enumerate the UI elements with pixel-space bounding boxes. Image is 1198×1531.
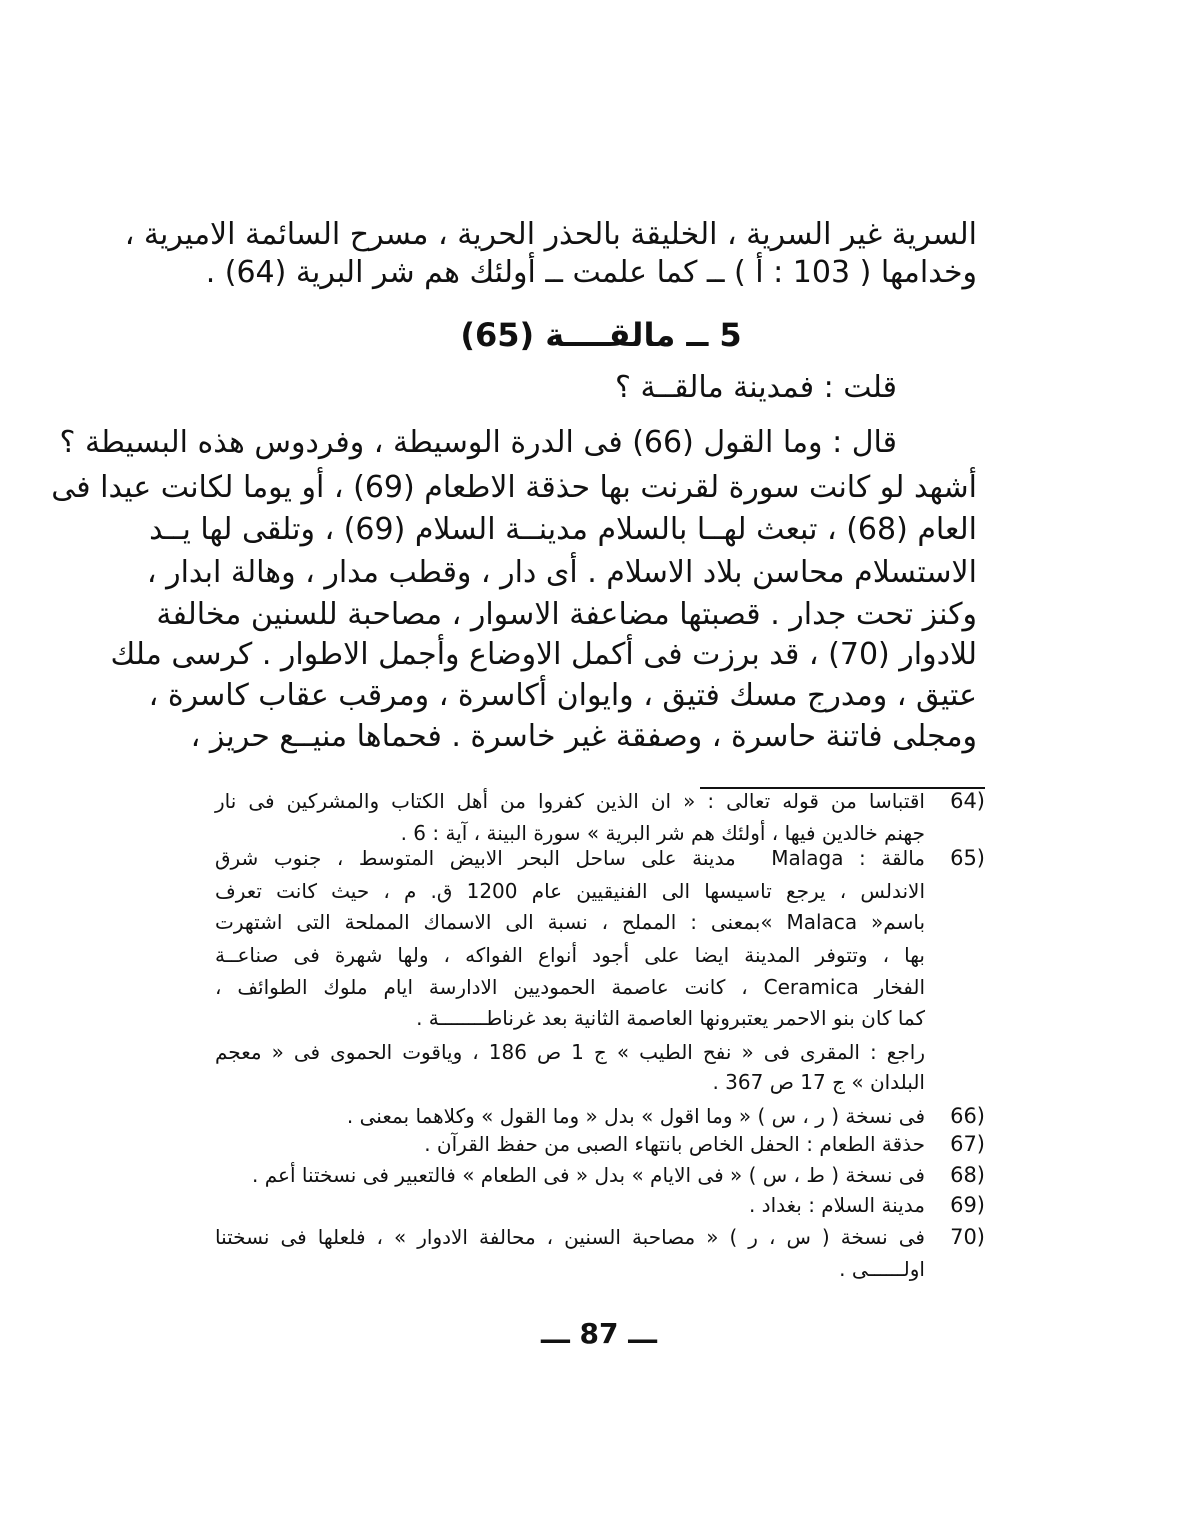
- text-line: الاستسلام محاسن بلاد الاسلام . أى دار ، وقطب مدار ، وهالة ابدار ،: [146, 555, 977, 590]
- latin-term: Ceramica: [763, 975, 859, 999]
- page-number: ـــ 87 ـــ: [541, 1317, 657, 1350]
- footnote-number: 66): [950, 1104, 985, 1128]
- section-heading: 5 ــ مالقــــة (65): [460, 316, 742, 354]
- footnote-term: مالقة :: [859, 846, 926, 870]
- footnote-line: اولــــــى .: [839, 1257, 925, 1281]
- text-line: أشهد لو كانت سورة لقرنت بها حذقة الاطعام (69) ، أو يوما لكانت عيدا فى: [51, 470, 977, 505]
- footnote-text: باسم«: [871, 910, 926, 934]
- footnote-number: 67): [950, 1132, 985, 1156]
- footnotes: [51, 0, 985, 1300]
- footnote-number: 64): [950, 789, 985, 813]
- footnote-line: [215, 907, 925, 937]
- footnote-line: حذقة الطعام : الحفل الخاص بانتهاء الصبى من حفظ القرآن .: [424, 1132, 925, 1156]
- footnote-number: 68): [950, 1163, 985, 1187]
- footnote-line: مدينة السلام : بغداد .: [748, 1193, 925, 1217]
- latin-term: Malaca: [786, 910, 858, 934]
- text-line: العام (68) ، تبعث لهــا بالسلام مدينــة السلام (69) ، وتلقى لها يــد: [149, 512, 977, 547]
- text-line: عتيق ، ومدرج مسك فتيق ، وايوان أكاسرة ، ومرقب عقاب كاسرة ،: [148, 678, 977, 713]
- footnote-line: كما كان بنو الاحمر يعتبرونها العاصمة الثانية بعد غرناطــــــــة .: [416, 1006, 925, 1030]
- footnote-number: 65): [950, 846, 985, 870]
- text-line: قال : وما القول (66) فى الدرة الوسيطة ، وفردوس هذه البسيطة ؟: [59, 425, 897, 460]
- latin-term: Malaga: [771, 846, 844, 870]
- text-line: للادوار (70) ، قد برزت فى أكمل الاوضاع وأجمل الاطوار . كرسى ملك: [110, 637, 977, 672]
- text-line: ومجلى فاتنة حاسرة ، وصفقة غير خاسرة . فحماها منيــع حريز ،: [190, 719, 977, 754]
- text-line: وخدامها ( 103 : أ ) ــ كما علمت ــ أولئك هم شر البرية (64) .: [205, 255, 977, 290]
- footnote-line: الاندلس ، يرجع تاسيسها الى الفنيقيين عام 1200 ق. م ، حيث كانت تعرف: [215, 879, 926, 903]
- footnote-number: 70): [950, 1225, 985, 1249]
- footnote-line: فى نسخة ( ط ، س ) « فى الايام » بدل « فى الطعام » فالتعبير فى نسختنا أعم .: [252, 1163, 925, 1187]
- footnote-text: ، كانت عاصمة الحموديين الادارسة ايام ملوك الطوائف ،: [215, 975, 748, 999]
- footnote-line: [215, 972, 925, 1002]
- footnote-text: »بمعنى : المملح ، نسبة الى الاسماك المملحة التى اشتهرت: [215, 910, 773, 934]
- footnote-line: اقتباسا من قوله تعالى : « ان الذين كفروا من أهل الكتاب والمشركين فى نار: [215, 789, 925, 813]
- footnote-text: مدينة على ساحل البحر الابيض المتوسط ، جنوب شرق: [215, 846, 736, 870]
- footnote-line: راجع : المقرى فى « نفح الطيب » ج 1 ص 186 ، وياقوت الحموى فى « معجم: [215, 1040, 925, 1064]
- footnote-line: فى نسخة ( س ، ر ) « مصاحبة السنين ، محالفة الادوار » ، فلعلها فى نسختنا: [215, 1225, 925, 1249]
- text-line: وكنز تحت جدار . قصبتها مضاعفة الاسوار ، مصاحبة للسنين مخالفة: [156, 597, 977, 632]
- footnote-number: 69): [950, 1193, 985, 1217]
- text-line: السرية غير السرية ، الخليقة بالحذر الحرية ، مسرح السائمة الاميرية ،: [124, 217, 977, 252]
- footnote-line: [215, 843, 925, 873]
- footnote-line: جهنم خالدين فيها ، أولئك هم شر البرية » سورة البينة ، آية : 6 .: [400, 821, 925, 845]
- footnote-line: البلدان » ج 17 ص 367 .: [712, 1070, 925, 1094]
- question-line: قلت : فمدينة مالقــة ؟: [614, 370, 897, 405]
- footnote-text: الفخار: [874, 975, 926, 999]
- footnote-line: بها ، وتتوفر المدينة ايضا على أجود أنواع الفواكه ، ولها شهرة فى صناعــة: [215, 943, 925, 967]
- footnote-line: فى نسخة ( ر ، س ) « وما اقول » بدل « وما القول » وكلاهما بمعنى .: [346, 1104, 925, 1128]
